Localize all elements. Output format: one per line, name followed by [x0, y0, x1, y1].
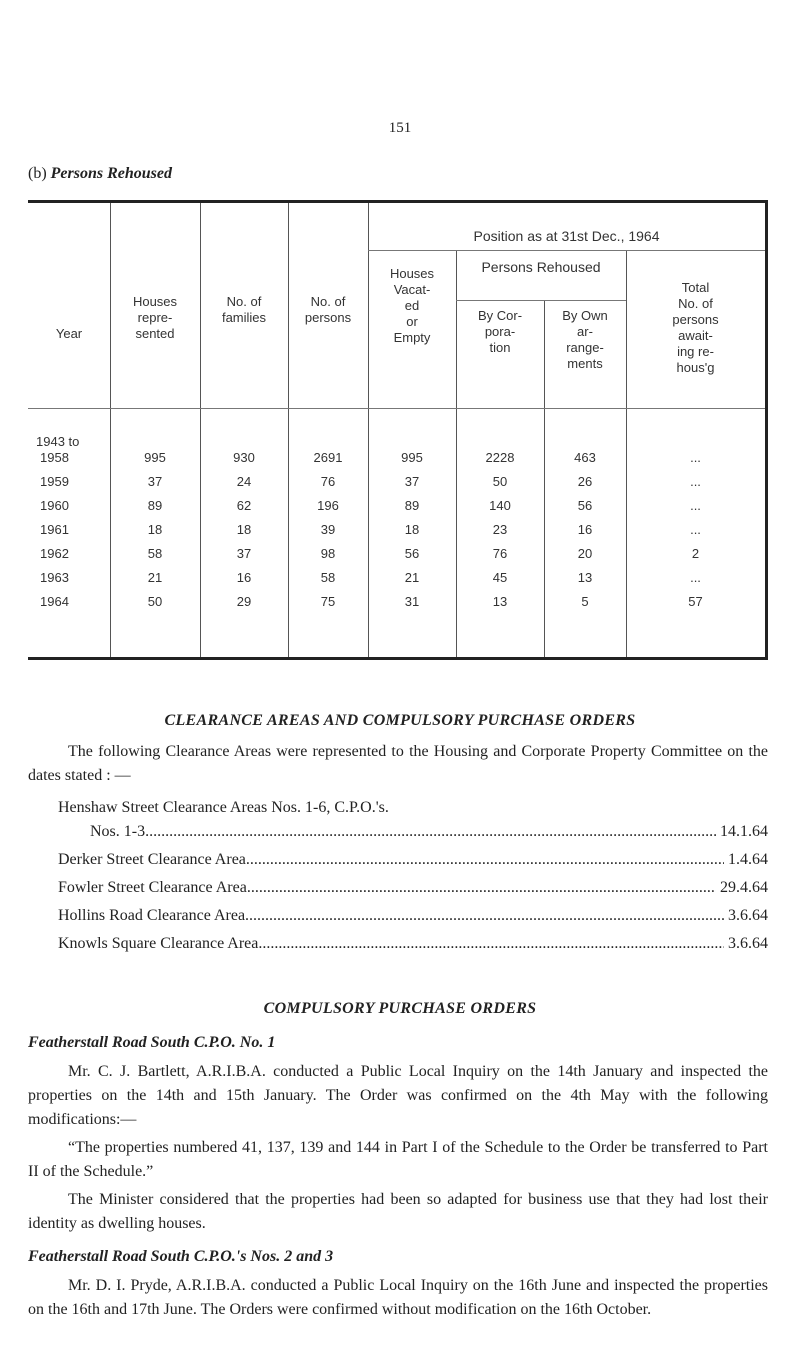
clearance-entry: Derker Street Clearance Area ..... 1.4.64 — [58, 848, 768, 872]
clearance-entry: Hollins Road Clearance Area ..... 3.6.64 — [58, 904, 768, 928]
col-families: No. of families — [221, 294, 267, 325]
section-label: (b) — [28, 165, 47, 182]
col-persons: No. of persons — [304, 294, 352, 325]
cpo-para-1: Mr. C. J. Bartlett, A.R.I.B.A. conducted a Public Local Inquiry on the 14th January and inspected the properties on the 14th and 15th January. The Order was confirmed on the 4th May with the following modifications:— — [28, 1063, 768, 1128]
table-top-rule — [28, 200, 768, 203]
clearance-entry: Knowls Square Clearance Area ..... 3.6.64 — [58, 932, 768, 956]
cpo-para-2: The Minister considered that the properties had been so adapted for business use that they had lost their identity as dwelling houses. — [28, 1191, 768, 1232]
clearance-intro: The following Clearance Areas were represented to the Housing and Corporate Property Committee on the dates stated : — — [28, 743, 768, 784]
col-awaiting: Total No. of persons await- ing re- hous'g — [672, 280, 719, 375]
cpo-quote: “The properties numbered 41, 137, 139 and 144 in Part I of the Schedule to the Order be transferred to Part II of the Schedule.” — [28, 1139, 768, 1180]
section-title: Persons Rehoused — [50, 165, 173, 182]
col-year: Year — [55, 326, 83, 341]
col-houses-represented: Houses repre- sented — [132, 294, 178, 341]
group-header: Position as at 31st Dec., 1964 — [473, 228, 660, 244]
page-number: 151 — [388, 120, 412, 136]
cpo-subheading-1: Featherstall Road South C.P.O. No. 1 — [28, 1034, 276, 1051]
section-heading — [28, 165, 172, 183]
cpo-heading: COMPULSORY PURCHASE ORDERS — [263, 1000, 537, 1017]
clearance-entry: Nos. 1-3 ..... 14.1.64 — [90, 820, 768, 844]
year-prefix: 1943 to — [36, 434, 80, 449]
col-by-corporation: By Cor- pora- tion — [477, 308, 523, 355]
cpo-para-3: Mr. D. I. Pryde, A.R.I.B.A. conducted a Public Local Inquiry on the 16th June and inspected the properties on the 16th and 17th June. The Orders were confirmed without modification on the 16th October. — [28, 1277, 768, 1318]
henshaw-line: Henshaw Street Clearance Areas Nos. 1-6, C.P.O.'s. — [58, 799, 389, 816]
table-bottom-rule — [28, 657, 768, 660]
rehoused-table: Position as at 31st Dec., 1964 Persons Rehoused Year Houses repre- sented No. of families No. of persons Houses Vacat- ed or Empty By Cor- pora- tion By Own ar- range- ments Total No. of persons await- ing re- hous'g 1943 to 1958 995 930 2691 995 2228 463 ... 1959 37 24 76 37 50 26 ... 1960 89 62 196 89 140 56 ... 1961 18 18 39 18 23 16 ... 1962 58 37 98 56 76 20 2 1963 21 16 58 21 45 13 ... 1964 50 29 75 31 13 5 57 — [28, 200, 768, 660]
persons-rehoused-header: Persons Rehoused — [481, 259, 601, 275]
clearance-heading: CLEARANCE AREAS AND COMPULSORY PURCHASE ORDERS — [164, 712, 636, 729]
col-vacated: Houses Vacat- ed or Empty — [389, 266, 435, 345]
clearance-entry: Fowler Street Clearance Area ..... 29.4.64 — [58, 876, 768, 900]
table-right-rule — [765, 200, 768, 660]
cpo-subheading-2: Featherstall Road South C.P.O.'s Nos. 2 and 3 — [28, 1248, 334, 1265]
col-by-own: By Own ar- range- ments — [562, 308, 608, 371]
